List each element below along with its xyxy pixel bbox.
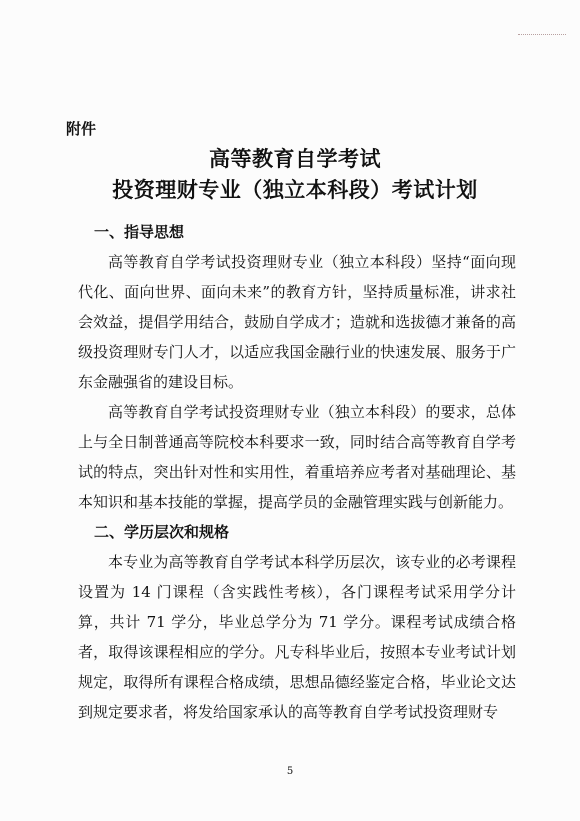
paragraph: 高等教育自学考试投资理财专业（独立本科段）的要求，总体上与全日制普通高等院校本科要求一致，同时结合高等教育自学考试的特点，突出针对性和实用性，着重培养应考者对基础理论、基本知识和基本技能的掌握，提高学员的金融管理实践与创新能力。 [78, 403, 516, 511]
section-heading-guiding-ideology: 一、指导思想 [94, 223, 185, 241]
scan-artifact-mark [518, 34, 566, 36]
document-title-line-2: 投资理财专业（独立本科段）考试计划 [112, 178, 478, 202]
section-heading-education-level: 二、学历层次和规格 [94, 523, 230, 541]
document-body [78, 217, 516, 727]
document-title-line-1: 高等教育自学考试 [209, 147, 381, 171]
paragraph: 本专业为高等教育自学考试本科学历层次，该专业的必考课程设置为 14 门课程（含实践性考核），各门课程考试采用学分计算，共计 71 学分，毕业总学分为 71 学分。课程考试成绩合格者，取得该课程相应的学分。凡专科毕业后，按照本专业考试计划规定，取得所有课程合格成绩，思想品德经鉴定合格，毕业论文达到规定要求者，将发给国家承认的高等教育自学考试投资理财专 [78, 553, 516, 721]
paragraph: 高等教育自学考试投资理财专业（独立本科段）坚持“面向现代化、面向世界、面向未来”的教育方针，坚持质量标准，讲求社会效益，提倡学用结合，鼓励自学成才；造就和选拔德才兼备的高级投资理财专门人才，以适应我国金融行业的快速发展、服务于广东金融强省的建设目标。 [78, 253, 516, 391]
page-number: 5 [286, 766, 294, 777]
attachment-label: 附件 [66, 120, 97, 138]
